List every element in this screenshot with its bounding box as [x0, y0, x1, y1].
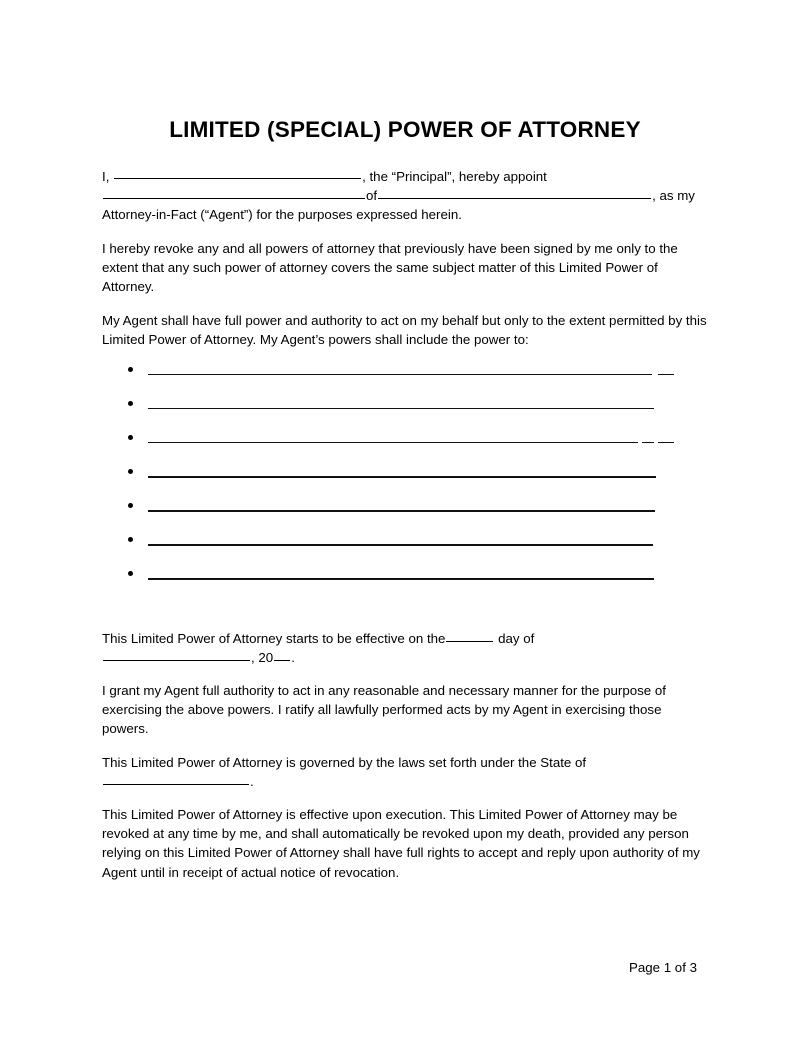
bullet-icon — [128, 401, 133, 406]
list-item[interactable] — [102, 430, 708, 464]
power-blank-field-5[interactable] — [148, 510, 655, 512]
list-item[interactable] — [102, 566, 708, 600]
governing-state-period: . — [250, 774, 254, 789]
effective-after-month: , 20 — [251, 650, 274, 666]
bullet-icon — [128, 367, 133, 372]
effective-after-day: day of — [498, 631, 535, 646]
power-blank-tail-3b — [658, 442, 674, 443]
revocation-of-prior-powers-paragraph: I hereby revoke any and all powers of attorney that previously have been signed by me only to the extent that any such power of attorney covers the same subject matter of this Limited Power of Attorney. — [102, 241, 678, 295]
power-blank-tail-1 — [658, 374, 674, 375]
bullet-icon — [128, 435, 133, 440]
intro-closing-line: Attorney-in-Fact (“Agent”) for the purposes expressed herein. — [102, 207, 462, 223]
revocation-terms-paragraph: This Limited Power of Attorney is effective upon execution. This Limited Power of Attorney may be revoked at any time by me, and shall automatically be revoked upon my death, provided any person relying on this Limited Power of Attorney shall have full rights to accept and reply upon authority of my Agent until in receipt of actual notice of revocation. — [102, 807, 700, 880]
month-field[interactable] — [103, 649, 250, 661]
year-field[interactable] — [274, 649, 290, 661]
list-item[interactable] — [102, 464, 708, 498]
power-blank-field-1[interactable] — [148, 374, 652, 375]
list-item[interactable] — [102, 498, 708, 532]
agent-name-right-field[interactable] — [378, 187, 651, 199]
list-item[interactable] — [102, 362, 708, 396]
powers-intro-paragraph: My Agent shall have full power and authority to act on my behalf but only to the extent permitted by this Limited Power of Attorney. My Agent’s powers shall include the power to: — [102, 313, 707, 348]
power-blank-field-7[interactable] — [148, 578, 654, 580]
power-blank-field-6[interactable] — [148, 544, 653, 546]
list-item[interactable] — [102, 532, 708, 566]
power-blank-tail-3a — [642, 442, 654, 443]
effective-date-block — [102, 629, 708, 667]
power-blank-field-3[interactable] — [148, 442, 638, 443]
agent-name-left-field[interactable] — [103, 187, 365, 199]
governing-law-paragraph: This Limited Power of Attorney is governed by the laws set forth under the State of — [102, 755, 587, 770]
grant-of-authority-paragraph: I grant my Agent full authority to act in any reasonable and necessary manner for the purpose of exercising the above powers. I ratify all lawfully performed acts by my Agent in exercising those powers. — [102, 683, 666, 737]
power-blank-field-2[interactable] — [148, 408, 654, 409]
power-blank-field-4[interactable] — [148, 476, 656, 478]
intro-lead: I, — [102, 169, 110, 184]
day-field[interactable] — [446, 630, 493, 642]
powers-blank-list — [102, 362, 708, 600]
intro-paragraph — [102, 167, 708, 225]
intro-after-principal: , the “Principal”, hereby appoint — [362, 169, 547, 184]
bullet-icon — [128, 571, 133, 576]
page-number-footer: Page 1 of 3 — [628, 960, 697, 975]
state-field[interactable] — [103, 773, 249, 785]
governing-state-line — [102, 772, 254, 791]
bullet-icon — [128, 503, 133, 508]
list-item[interactable] — [102, 396, 708, 430]
effective-after-year: . — [291, 650, 295, 666]
principal-name-field[interactable] — [114, 167, 361, 179]
bullet-icon — [128, 537, 133, 542]
effective-before-day: This Limited Power of Attorney starts to be effective on the — [102, 631, 446, 646]
intro-block — [102, 167, 708, 225]
bullet-icon — [128, 469, 133, 474]
page-title: LIMITED (SPECIAL) POWER OF ATTORNEY — [169, 117, 641, 143]
intro-of-word: of — [366, 188, 378, 204]
intro-after-agent: , as my — [652, 188, 695, 204]
effective-date-paragraph — [102, 629, 708, 667]
